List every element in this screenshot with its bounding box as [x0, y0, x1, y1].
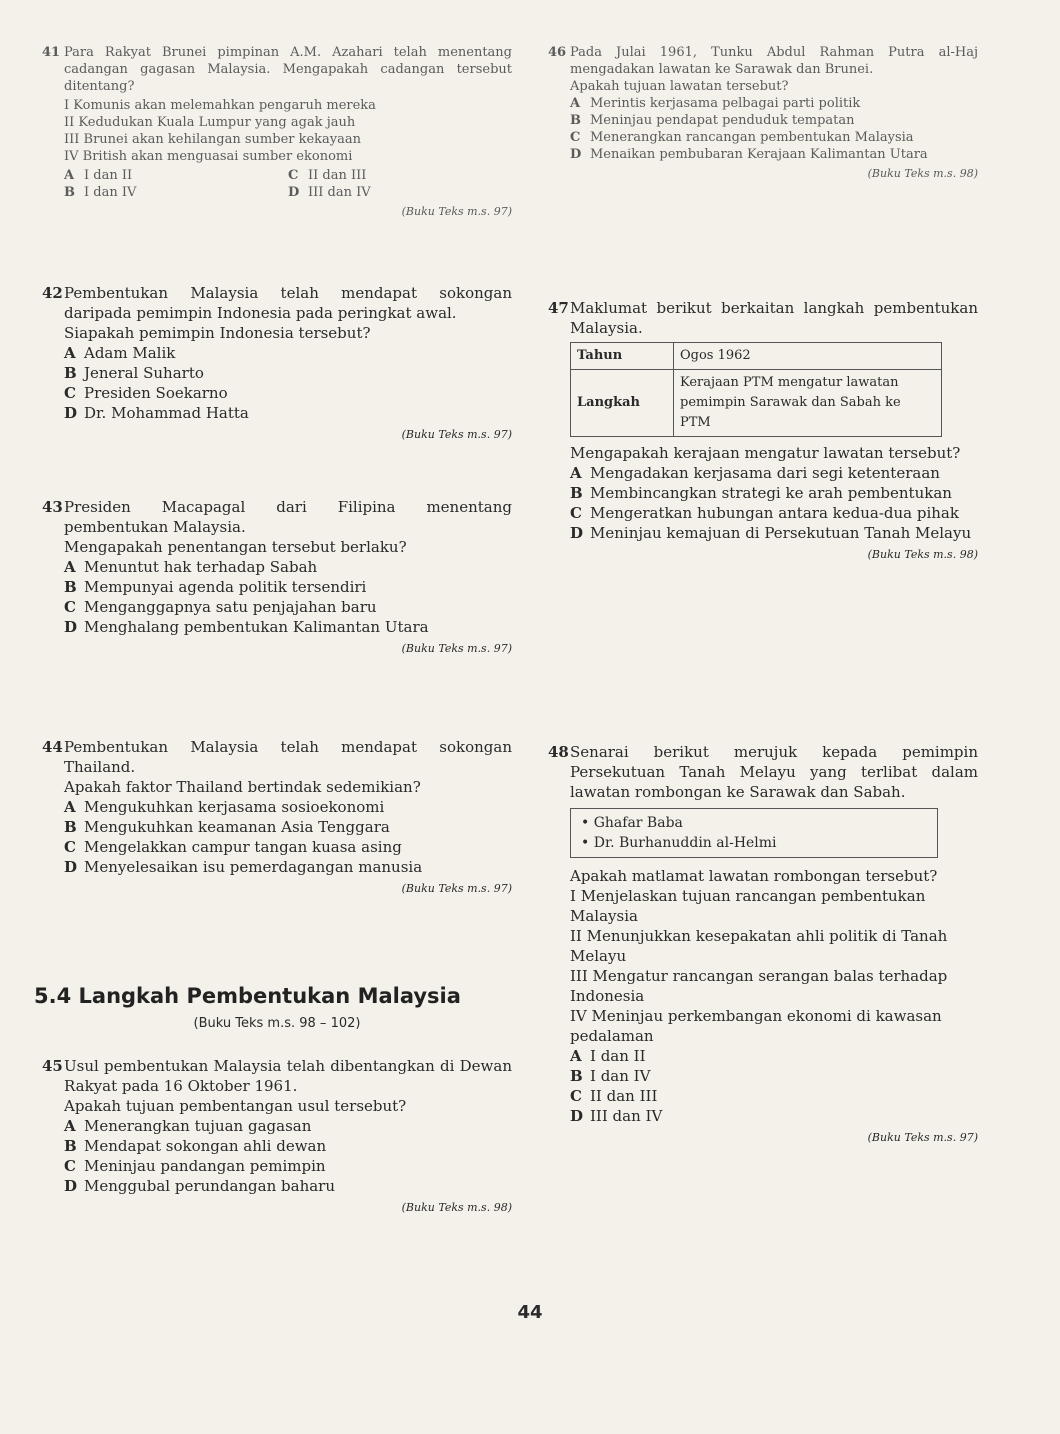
option-c[interactable]: C Presiden Soekarno — [64, 384, 228, 402]
question-48 — [548, 742, 978, 1148]
option-c[interactable]: C Mengelakkan campur tangan kuasa asing — [64, 838, 402, 856]
option-d[interactable]: D Menghalang pembentukan Kalimantan Utara — [64, 618, 429, 636]
leader-item: • Ghafar Baba — [581, 813, 927, 833]
question-number: 48 — [548, 743, 569, 761]
option-c[interactable]: C Menerangkan rancangan pembentukan Malaysia — [570, 130, 914, 145]
question-stem: Usul pembentukan Malaysia telah dibentangkan di Dewan Rakyat pada 16 Oktober 1961. — [64, 1057, 512, 1095]
question-stem: Pada Julai 1961, Tunku Abdul Rahman Putra al-Haj mengadakan lawatan ke Sarawak dan Brunei. — [570, 45, 978, 77]
question-45 — [42, 1056, 512, 1218]
statement: I Komunis akan melemahkan pengaruh mereka — [64, 98, 376, 113]
option-d[interactable]: D III dan IV — [288, 185, 371, 200]
question-43 — [42, 497, 512, 659]
source-reference: (Buku Teks m.s. 97) — [401, 882, 512, 895]
option-a[interactable]: A I dan II — [64, 168, 133, 183]
option-c[interactable]: C Meninjau pandangan pemimpin — [64, 1157, 326, 1175]
question-46 — [548, 44, 978, 182]
question-prompt: Apakah matlamat lawatan rombongan tersebut? — [570, 867, 938, 885]
question-stem: Presiden Macapagal dari Filipina menentang pembentukan Malaysia. — [64, 498, 512, 536]
option-c[interactable]: C Mengeratkan hubungan antara kedua-dua pihak — [570, 504, 959, 522]
leader-list-box — [570, 808, 938, 858]
question-44 — [42, 737, 512, 899]
option-b[interactable]: B I dan IV — [570, 1067, 651, 1085]
option-b[interactable]: B Mendapat sokongan ahli dewan — [64, 1137, 327, 1155]
question-47 — [548, 298, 978, 565]
statement: III Brunei akan kehilangan sumber kekayaan — [64, 132, 362, 147]
option-c[interactable]: C Menganggapnya satu penjajahan baru — [64, 598, 377, 616]
statement: II Menunjukkan kesepakatan ahli politik di Tanah Melayu — [570, 927, 948, 965]
question-number: 43 — [42, 498, 63, 516]
option-a[interactable]: A Menerangkan tujuan gagasan — [64, 1117, 312, 1135]
question-number: 42 — [42, 284, 63, 302]
question-prompt: Apakah tujuan pembentangan usul tersebut? — [64, 1097, 407, 1115]
table-cell-year: Ogos 1962 — [674, 343, 942, 370]
question-prompt: Mengapakah penentangan tersebut berlaku? — [64, 538, 407, 556]
question-number: 45 — [42, 1057, 63, 1075]
question-prompt: Mengapakah kerajaan mengatur lawatan tersebut? — [570, 444, 961, 462]
option-b[interactable]: B Jeneral Suharto — [64, 364, 204, 382]
statement: IV British akan menguasai sumber ekonomi — [64, 149, 353, 164]
source-reference: (Buku Teks m.s. 98) — [401, 1201, 512, 1214]
question-stem: Para Rakyat Brunei pimpinan A.M. Azahari telah menentang cadangan gagasan Malaysia. Mengapakah cadangan tersebut ditentang? — [64, 45, 512, 94]
option-b[interactable]: B Meninjau pendapat penduduk tempatan — [570, 113, 855, 128]
question-stem: Pembentukan Malaysia telah mendapat sokongan Thailand. — [64, 738, 512, 776]
table-header-year: Tahun — [571, 343, 674, 370]
source-reference: (Buku Teks m.s. 98) — [867, 548, 978, 561]
option-b[interactable]: B Mempunyai agenda politik tersendiri — [64, 578, 367, 596]
statement: III Mengatur rancangan serangan balas terhadap Indonesia — [570, 967, 948, 1005]
question-prompt: Apakah faktor Thailand bertindak sedemikian? — [64, 778, 421, 796]
option-d[interactable]: D III dan IV — [570, 1107, 663, 1125]
option-c[interactable]: C II dan III — [288, 168, 367, 183]
question-prompt: Siapakah pemimpin Indonesia tersebut? — [64, 324, 371, 342]
option-b[interactable]: B Mengukuhkan keamanan Asia Tenggara — [64, 818, 390, 836]
table-header-step: Langkah — [571, 370, 674, 437]
info-table — [570, 342, 942, 437]
question-number: 46 — [548, 45, 567, 60]
section-source: (Buku Teks m.s. 98 – 102) — [193, 1016, 361, 1031]
option-a[interactable]: A Menuntut hak terhadap Sabah — [64, 558, 318, 576]
page-number: 44 — [517, 1302, 543, 1323]
option-a[interactable]: A I dan II — [570, 1047, 646, 1065]
table-cell-step: Kerajaan PTM mengatur lawatan pemimpin Sarawak dan Sabah ke PTM — [674, 370, 942, 437]
option-d[interactable]: D Menyelesaikan isu pemerdagangan manusia — [64, 858, 423, 876]
statement: IV Meninjau perkembangan ekonomi di kawasan pedalaman — [570, 1007, 942, 1045]
question-stem: Maklumat berikut berkaitan langkah pembentukan Malaysia. — [570, 299, 978, 337]
question-stem: Pembentukan Malaysia telah mendapat sokongan daripada pemimpin Indonesia pada peringkat awal. — [64, 284, 512, 322]
option-a[interactable]: A Merintis kerjasama pelbagai parti politik — [570, 96, 861, 111]
source-reference: (Buku Teks m.s. 97) — [401, 205, 512, 218]
option-b[interactable]: B I dan IV — [64, 185, 137, 200]
source-reference: (Buku Teks m.s. 97) — [401, 642, 512, 655]
option-b[interactable]: B Membincangkan strategi ke arah pembentukan — [570, 484, 952, 502]
question-prompt: Apakah tujuan lawatan tersebut? — [570, 79, 789, 94]
leader-item: • Dr. Burhanuddin al-Helmi — [581, 833, 927, 853]
question-number: 41 — [42, 45, 61, 60]
question-number: 44 — [42, 738, 63, 756]
statement: I Menjelaskan tujuan rancangan pembentukan Malaysia — [570, 887, 926, 925]
statement: II Kedudukan Kuala Lumpur yang agak jauh — [64, 115, 356, 130]
option-d[interactable]: D Menaikan pembubaran Kerajaan Kalimantan Utara — [570, 147, 928, 162]
source-reference: (Buku Teks m.s. 97) — [867, 1131, 978, 1144]
question-41 — [42, 44, 512, 220]
source-reference: (Buku Teks m.s. 97) — [401, 428, 512, 441]
option-d[interactable]: D Menggubal perundangan baharu — [64, 1177, 336, 1195]
option-d[interactable]: D Dr. Mohammad Hatta — [64, 404, 249, 422]
option-a[interactable]: A Adam Malik — [64, 344, 176, 362]
option-a[interactable]: A Mengukuhkan kerjasama sosioekonomi — [64, 798, 385, 816]
question-stem: Senarai berikut merujuk kepada pemimpin Persekutuan Tanah Melayu yang terlibat dalam lawatan rombongan ke Sarawak dan Sabah. — [570, 743, 978, 801]
option-d[interactable]: D Meninjau kemajuan di Persekutuan Tanah Melayu — [570, 524, 972, 542]
option-c[interactable]: C II dan III — [570, 1087, 658, 1105]
question-number: 47 — [548, 299, 569, 317]
section-title: 5.4 Langkah Pembentukan Malaysia — [34, 984, 461, 1008]
question-42 — [42, 283, 512, 445]
source-reference: (Buku Teks m.s. 98) — [867, 167, 978, 180]
option-a[interactable]: A Mengadakan kerjasama dari segi ketenteraan — [570, 464, 940, 482]
